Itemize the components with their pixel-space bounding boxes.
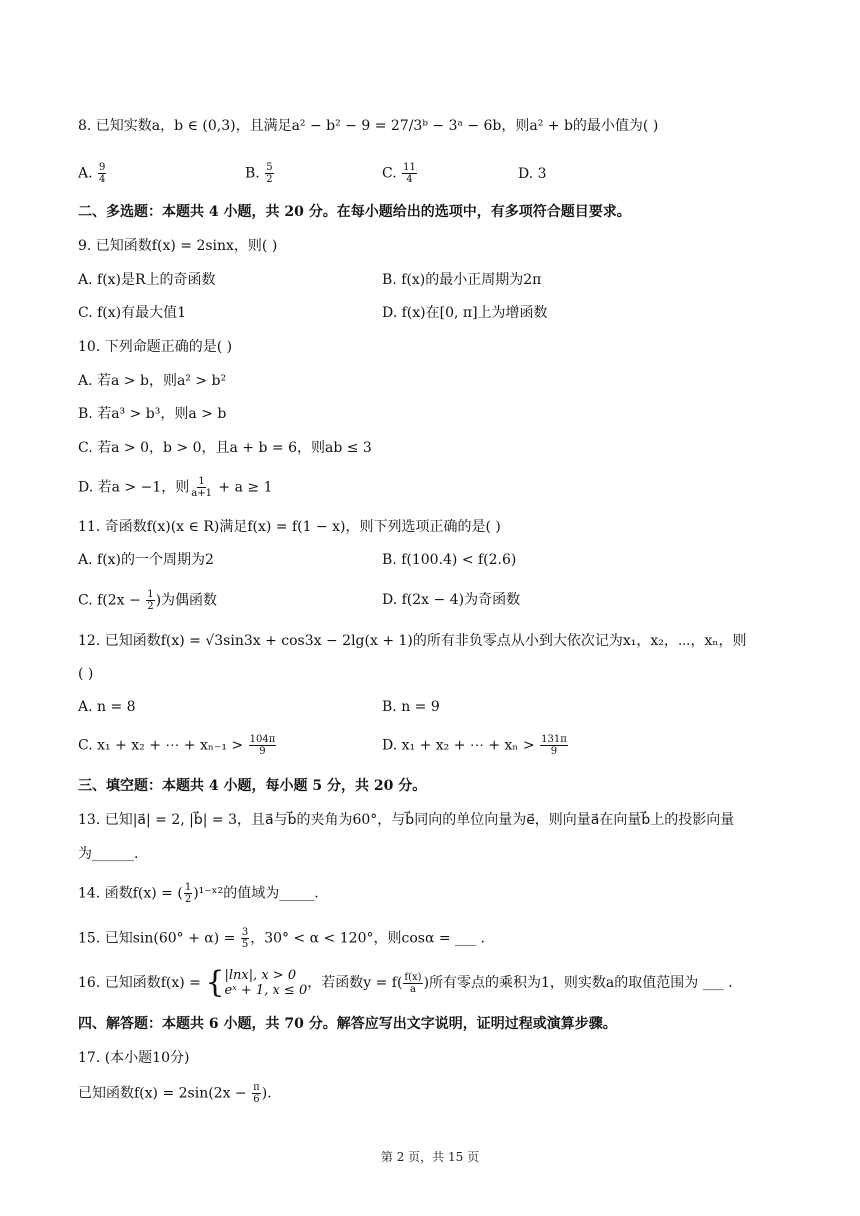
question-14: 14. 函数f(x) = ( $\frac{1}{2}$ )¹⁻ˣ²的值域为_____.	[78, 882, 319, 905]
question-8-option-a: A. $\frac{9}{4}$	[78, 162, 106, 185]
question-17-body: 已知函数f(x) = 2sin(2x − $\frac{\pi}{6}$ ).	[78, 1082, 272, 1105]
question-13-line-1: 13. 已知|a⃗| = 2, |b⃗| = 3，且a⃗与b⃗的夹角为60°，与b⃗同向的单位向量为e⃗，则向量a⃗在向量b⃗上的投影向量	[78, 812, 735, 828]
question-10-option-d: D. 若a > −1，则 $\frac{1}{a+1}$ + a ≥ 1	[78, 476, 273, 499]
question-13-line-2: 为______.	[78, 846, 139, 862]
question-9-stem: 9. 已知函数f(x) = 2sinx，则( )	[78, 238, 278, 254]
question-10-option-c: C. 若a > 0，b > 0，且a + b = 6，则ab ≤ 3	[78, 440, 372, 456]
question-8-option-b: B. $\frac{5}{2}$	[245, 162, 273, 185]
question-11-option-b: B. f(100.4) < f(2.6)	[382, 552, 517, 568]
question-12-stem: 12. 已知函数f(x) = √3sin3x + cos3x − 2lg(x + 1)的所有非负零点从小到大依次记为x₁，x₂，⋯，xₙ，则	[78, 633, 747, 649]
question-12-option-c: C. x₁ + x₂ + ⋯ + xₙ₋₁ > $\frac{104\pi}{9}$	[78, 734, 276, 757]
question-10-option-b: B. 若a³ > b³，则a > b	[78, 406, 227, 422]
question-8-option-c: C. $\frac{11}{4}$	[382, 162, 416, 185]
question-8-stem: 8. 已知实数a，b ∈ (0,3)，且满足a² − b² − 9 = 27/3ᵇ − 3ᵃ − 6b，则a² + b的最小值为( )	[78, 118, 659, 134]
page-footer: 第 2 页，共 15 页	[380, 1150, 480, 1164]
question-11-option-d: D. f(2x − 4)为奇函数	[382, 592, 521, 608]
question-9-option-b: B. f(x)的最小正周期为2π	[382, 272, 542, 288]
question-12-stem-paren: ( )	[78, 666, 94, 682]
question-15: 15. 已知sin(60° + α) = $\frac{3}{5}$ ，30° < α < 120°，则cosα = ___ .	[78, 927, 485, 950]
question-11-option-a: A. f(x)的一个周期为2	[78, 552, 214, 568]
question-9-option-d: D. f(x)在[0, π]上为增函数	[382, 305, 548, 321]
section-2-heading: 二、多选题：本题共 4 小题，共 20 分。在每小题给出的选项中，有多项符合题目要求。	[78, 204, 631, 220]
question-12-option-a: A. n = 8	[78, 699, 136, 715]
question-17-title: 17. (本小题10分)	[78, 1050, 190, 1066]
question-10-option-a: A. 若a > b，则a² > b²	[78, 373, 227, 389]
piecewise-cases: { |lnx|, x > 0 eˣ + 1, x ≤ 0	[205, 965, 308, 1000]
question-8-option-d: D. 3	[518, 166, 547, 182]
question-9-option-a: A. f(x)是R上的奇函数	[78, 272, 216, 288]
section-4-heading: 四、解答题：本题共 6 小题，共 70 分。解答应写出文字说明，证明过程或演算步骤。	[78, 1016, 617, 1032]
question-11-option-c: C. f(2x − $\frac{1}{2}$ )为偶函数	[78, 589, 218, 612]
question-12-option-d: D. x₁ + x₂ + ⋯ + xₙ > $\frac{131\pi}{9}$	[382, 734, 567, 757]
question-16: 16. 已知函数f(x) = { |lnx|, x > 0 eˣ + 1, x ≤ 0 ，若函数y = f( $\frac{f(x)}{a}$ )所有零点的乘积为1，则实数a的取值范围为 ___ .	[78, 965, 733, 1000]
question-9-option-c: C. f(x)有最大值1	[78, 305, 187, 321]
question-12-option-b: B. n = 9	[382, 699, 440, 715]
section-3-heading: 三、填空题：本题共 4 小题，每小题 5 分，共 20 分。	[78, 778, 427, 794]
question-11-stem: 11. 奇函数f(x)(x ∈ R)满足f(x) = f(1 − x)，则下列选项正确的是( )	[78, 519, 501, 535]
question-10-stem: 10. 下列命题正确的是( )	[78, 339, 233, 355]
